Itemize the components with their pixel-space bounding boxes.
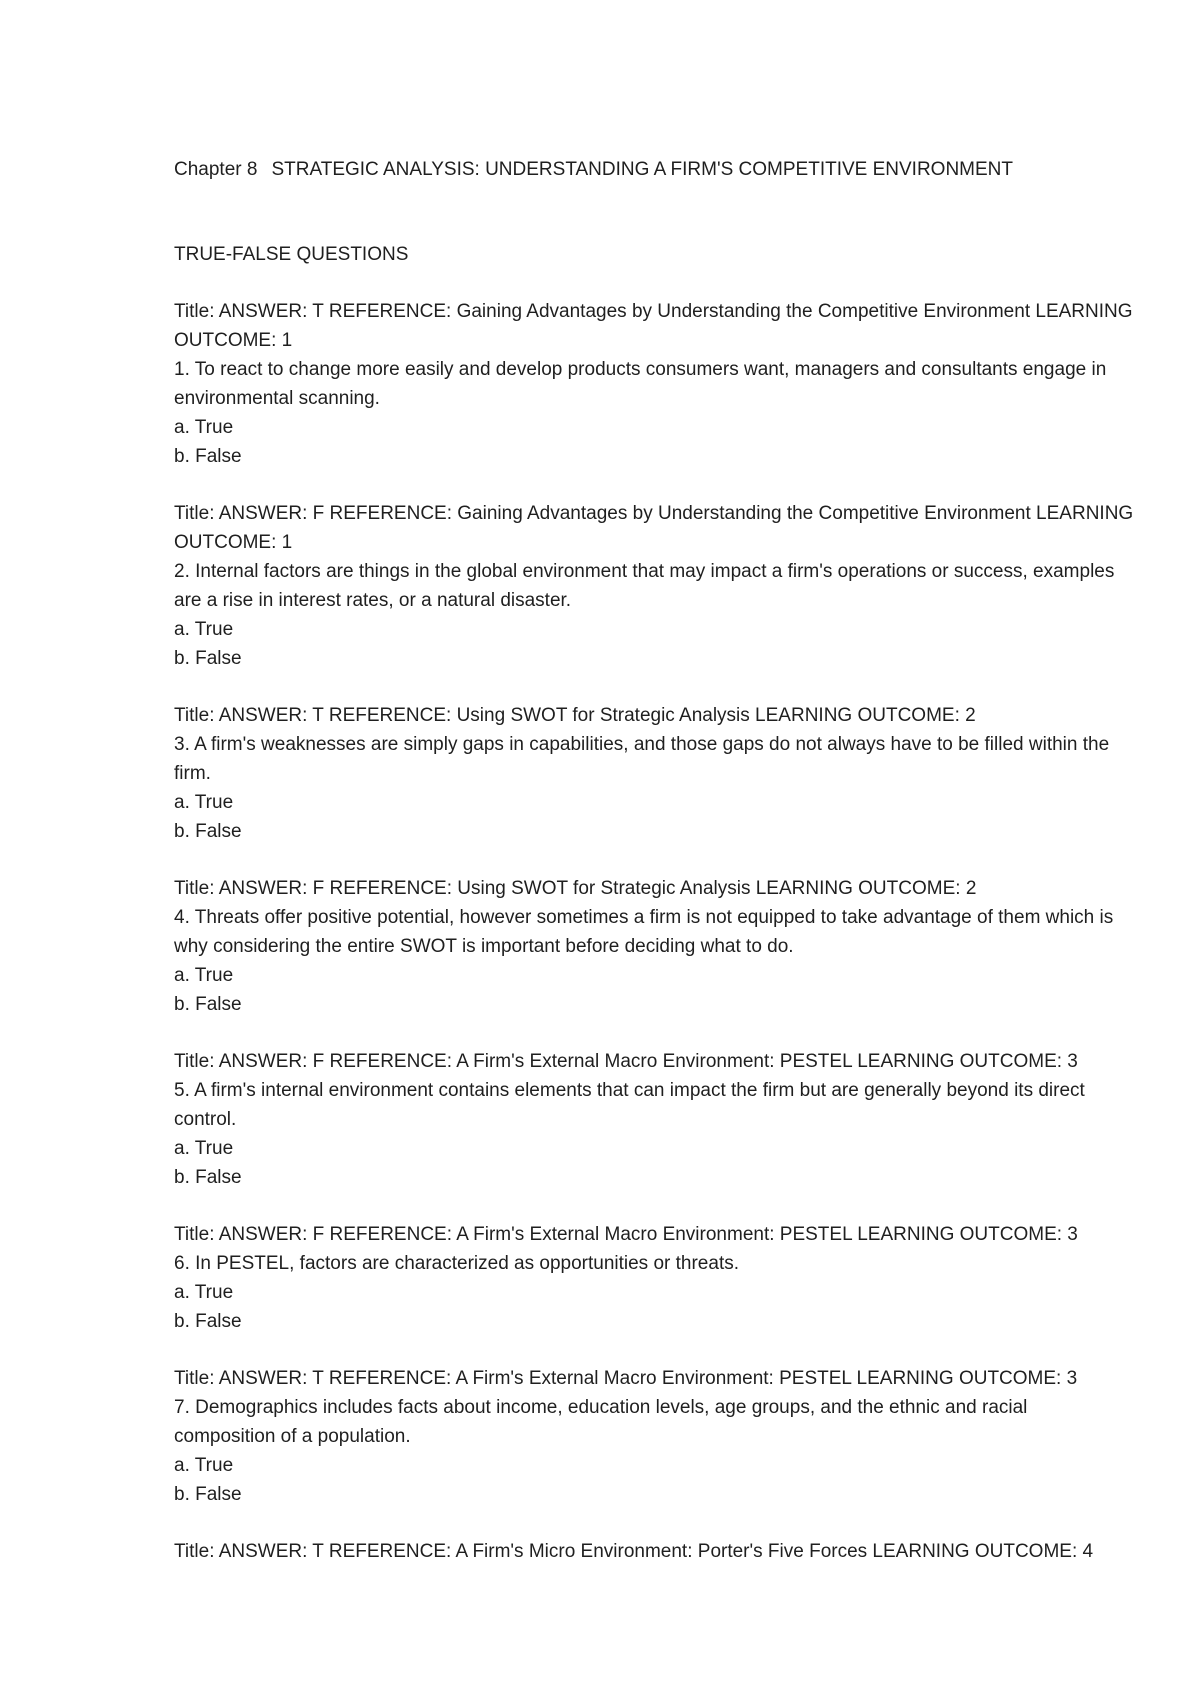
question-item: [174, 701, 1134, 846]
option-b: b. False: [174, 994, 242, 1015]
question-stem: 1. To react to change more easily and develop products consumers want, managers and consultants engage in environmental scanning.: [174, 359, 1107, 409]
section-heading: TRUE-FALSE QUESTIONS: [174, 244, 409, 265]
question-meta: Title: ANSWER: F REFERENCE: Using SWOT for Strategic Analysis LEARNING OUTCOME: 2: [174, 878, 977, 899]
option-b: b. False: [174, 648, 242, 669]
option-b: b. False: [174, 446, 242, 467]
option-b: b. False: [174, 1311, 242, 1332]
chapter-title: STRATEGIC ANALYSIS: UNDERSTANDING A FIRM'S COMPETITIVE ENVIRONMENT: [271, 159, 1014, 180]
option-a: a. True: [174, 1282, 234, 1303]
option-b: b. False: [174, 821, 242, 842]
question-meta: Title: ANSWER: F REFERENCE: Gaining Advantages by Understanding the Competitive Environment LEARNING OUTCOME: 1: [174, 503, 1134, 553]
question-item: [174, 1537, 1134, 1566]
question-meta: Title: ANSWER: F REFERENCE: A Firm's External Macro Environment: PESTEL LEARNING OUTCOME: 3: [174, 1224, 1078, 1245]
question-meta: Title: ANSWER: T REFERENCE: A Firm's Micro Environment: Porter's Five Forces LEARNING OUTCOME: 4: [174, 1541, 1094, 1562]
question-item: [174, 874, 1134, 1019]
option-a: a. True: [174, 792, 234, 813]
question-stem: 5. A firm's internal environment contains elements that can impact the firm but are generally beyond its direct control.: [174, 1080, 1085, 1130]
question-meta: Title: ANSWER: T REFERENCE: Using SWOT for Strategic Analysis LEARNING OUTCOME: 2: [174, 705, 976, 726]
question-stem: 4. Threats offer positive potential, however sometimes a firm is not equipped to take advantage of them which is why considering the entire SWOT is important before deciding what to do.: [174, 907, 1114, 957]
option-a: a. True: [174, 417, 234, 438]
option-b: b. False: [174, 1167, 242, 1188]
option-a: a. True: [174, 965, 234, 986]
option-a: a. True: [174, 1455, 234, 1476]
question-stem: 7. Demographics includes facts about income, education levels, age groups, and the ethnic and racial composition of a population.: [174, 1397, 1028, 1447]
question-stem: 6. In PESTEL, factors are characterized as opportunities or threats.: [174, 1253, 739, 1274]
option-a: a. True: [174, 1138, 234, 1159]
question-item: [174, 297, 1134, 471]
option-a: a. True: [174, 619, 234, 640]
option-b: b. False: [174, 1484, 242, 1505]
chapter-heading: [174, 155, 1134, 184]
document-body: [174, 155, 1134, 1594]
question-item: [174, 1364, 1134, 1509]
question-meta: Title: ANSWER: F REFERENCE: A Firm's External Macro Environment: PESTEL LEARNING OUTCOME: 3: [174, 1051, 1078, 1072]
question-item: [174, 1220, 1134, 1336]
question-stem: 3. A firm's weaknesses are simply gaps in capabilities, and those gaps do not always have to be filled within the firm.: [174, 734, 1110, 784]
chapter-label: Chapter 8: [174, 159, 258, 180]
question-meta: Title: ANSWER: T REFERENCE: A Firm's External Macro Environment: PESTEL LEARNING OUTCOME: 3: [174, 1368, 1078, 1389]
question-meta: Title: ANSWER: T REFERENCE: Gaining Advantages by Understanding the Competitive Environment LEARNING OUTCOME: 1: [174, 301, 1133, 351]
question-item: [174, 1047, 1134, 1192]
question-stem: 2. Internal factors are things in the global environment that may impact a firm's operations or success, examples are a rise in interest rates, or a natural disaster.: [174, 561, 1115, 611]
question-item: [174, 499, 1134, 673]
